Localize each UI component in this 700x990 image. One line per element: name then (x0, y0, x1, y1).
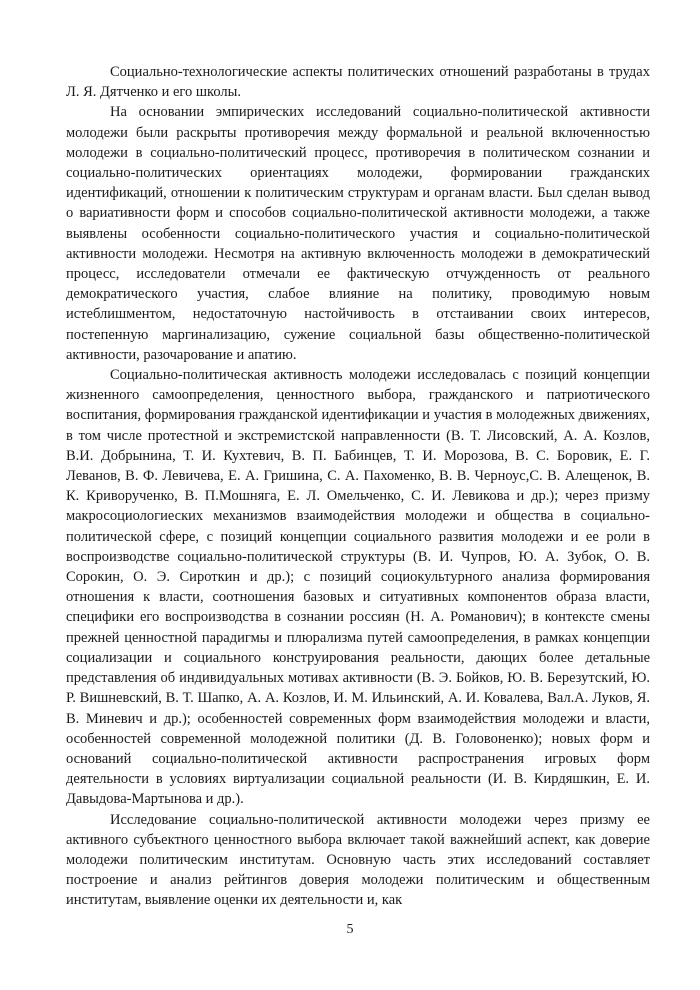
paragraph-intro: Социально-технологические аспекты политических отношений разработаны в трудах Л. Я. Дятченко и его школы. (66, 64, 650, 101)
paragraph-empirical-findings: На основании эмпирических исследований социально-политической активности молодежи были раскрыты противоречия между формальной и реальной включенностью молодежи в социально-политический процесс, противоречия в политическом сознании и социально-политических ориентациях молодежи, формировании гражданских идентификаций, отношении к политическим структурам и органам власти. Был сделан вывод о вариативности форм и способов социально-политической активности молодежи, а также выявлены особенности социально-политического участия и социально-политической активности молодежи. Несмотря на активную включенность молодежи в демократический процесс, исследователи отмечали ее фактическую отчужденность от реального демократического участия, слабое влияние на политику, проводимую новым истеблишментом, недостаточную настойчивость в отстаивании своих интересов, постепенную маргинализацию, сужение социальной базы общественно-политической активности, разочарование и апатию. (66, 104, 650, 363)
page-number: 5 (346, 922, 354, 937)
page-body (66, 62, 650, 911)
paragraph-trust-research: Исследование социально-политической активности молодежи через призму ее активного субъектного ценностного выбора включает такой важнейший аспект, как доверие молодежи политическим институтам. Основную часть этих исследований составляет построение и анализ рейтингов доверия молодежи политическим и общественным институтам, выявление оценки их деятельности и, как (66, 811, 650, 909)
paragraph-research-approaches: Социально-политическая активность молодежи исследовалась с позиций концепции жизненного самоопределения, ценностного выбора, гражданского и патриотического воспитания, формирования гражданской идентификации и участия в молодежных движениях, в том числе протестной и экстремистской направленности (В. Т. Лисовский, А. А. Козлов, В.И. Добрынина, Т. И. Кухтевич, В. П. Бабинцев, Т. И. Морозова, В. С. Боровик, Е. Г. Леванов, В. Ф. Левичева, Е. А. Гришина, С. А. Пахоменко, В. В. Черноус,С. В. Алещенок, В. К. Криворученко, В. П.Мошняга, Е. Л. Омельченко, С. И. Левикова и др.); через призму макросоциологиеских механизмов взаимодействия молодежи и общества в социально-политической сфере, с позиций концепции социального развития молодежи и ее роли в воспроизводстве социально-политической структуры (В. И. Чупров, Ю. А. Зубок, О. В. Сорокин, О. Э. Сироткин и др.); с позиций социокультурного анализа формирования отношения к власти, соотношения базовых и ситуативных компонентов образа власти, специфики его воспроизводства в сознании россиян (Н. А. Романович); в контексте смены прежней ценностной парадигмы и плюрализма путей самоопределения, в рамках концепции социализации и социального конструирования реальности, дающих более детальные представления об индивидуальных мотивах активности (В. Э. Бойков, Ю. В. Березутский, Ю. Р. Вишневский, В. Т. Шапко, А. А. Козлов, И. М. Ильинский, А. И. Ковалева, Вал.А. Луков, Я. В. Миневич и др.); особенностей современных форм взаимодействия молодежи и власти, особенностей современной молодежной политики (Д. В. Головоненко); новых форм и оснований социально-политической активности распространения игровых форм деятельности в условиях виртуализации социальной реальности (И. В. Кирдяшкин, Е. И. Давыдова-Мартынова и др.). (66, 367, 650, 808)
